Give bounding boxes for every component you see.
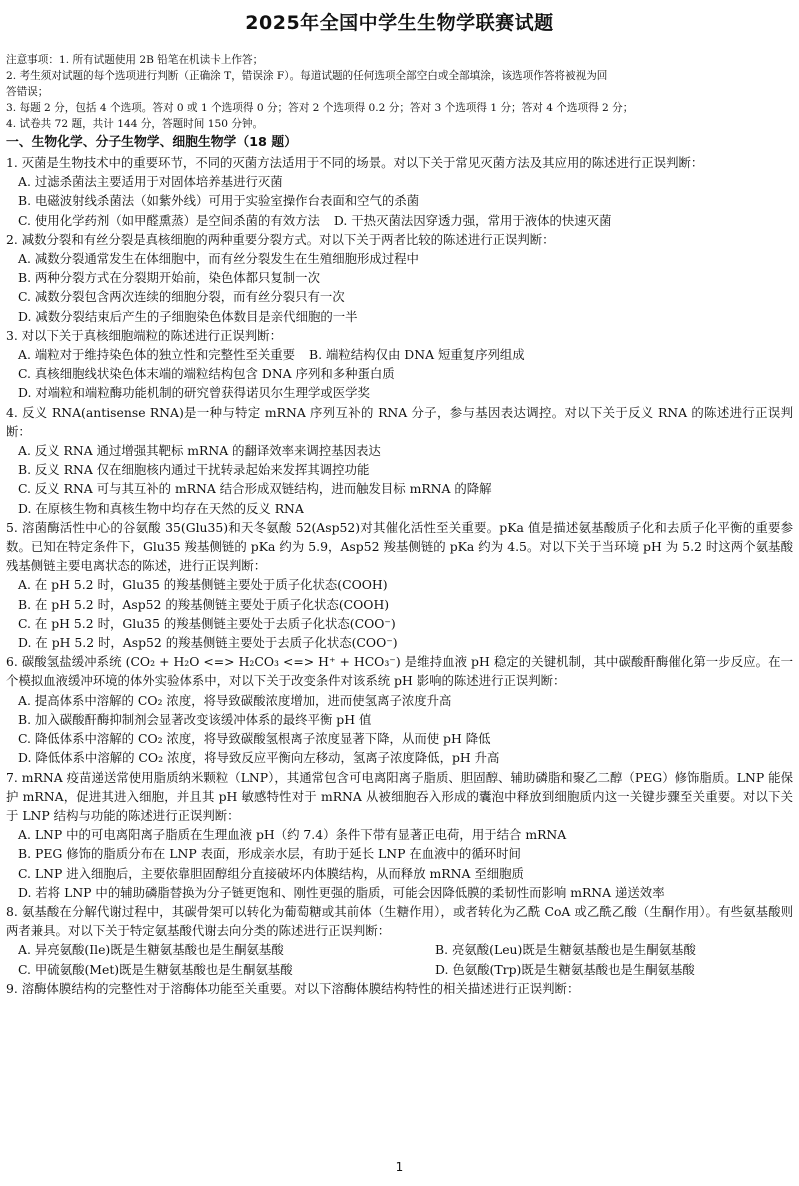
options-ab bbox=[6, 345, 793, 364]
page-title: 2025年全国中学生生物学联赛试题 bbox=[245, 12, 554, 34]
page-number: 1 bbox=[395, 1160, 404, 1174]
question-stem: 7. mRNA 疫苗递送常使用脂质纳米颗粒（LNP），其通常包含可电离阳离子脂质、胆固醇、辅助磷脂和聚乙二醇（PEG）修饰脂质。LNP 能保护 mRNA，促进其进入细胞，并且其 pH 敏感特性对于 mRNA 从被细胞吞入形成的囊泡中释放到细胞质内这一关键步骤至关重要。对以下关于 LNP 结构与功能的陈述进行正误判断： bbox=[6, 769, 793, 823]
question-stem: 6. 碳酸氢盐缓冲系统 (CO₂ + H₂O <=> H₂CO₃ <=> H⁺ + HCO₃⁻) 是维持血液 pH 稳定的关键机制，其中碳酸酐酶催化第一步反应。在一个模拟血液缓冲环境的体外实验体系中，对以下关于改变条件对该系统 pH 影响的陈述进行正误判断： bbox=[6, 654, 793, 689]
question-4 bbox=[6, 403, 793, 518]
instruction-line: 4. 试卷共 72 题，共计 144 分，答题时间 150 分钟。 bbox=[6, 118, 264, 130]
question-stem: 8. 氨基酸在分解代谢过程中，其碳骨架可以转化为葡萄糖或其前体（生糖作用），或者转化为乙酰 CoA 或乙酰乙酸（生酮作用）。有些氨基酸则两者兼具。对以下关于特定氨基酸代谢去向分类的陈述进行正误判断： bbox=[6, 903, 793, 939]
question-6 bbox=[6, 652, 793, 767]
options-cd bbox=[6, 211, 793, 230]
option-c: C. 真核细胞线状染色体末端的端粒结构包含 DNA 序列和多种蛋白质 bbox=[18, 366, 395, 382]
option-a: A. 端粒对于维持染色体的独立性和完整性至关重要 bbox=[18, 347, 296, 363]
question-3 bbox=[6, 326, 793, 403]
question-stem: 3. 对以下关于真核细胞端粒的陈述进行正误判断： bbox=[6, 327, 282, 343]
question-stem: 2. 减数分裂和有丝分裂是真核细胞的两种重要分裂方式。对以下关于两者比较的陈述进行正误判断： bbox=[6, 231, 555, 247]
question-stem: 9. 溶酶体膜结构的完整性对于溶酶体功能至关重要。对以下溶酶体膜结构特性的相关描述进行正误判断： bbox=[6, 980, 580, 996]
option-b: B. 在 pH 5.2 时，Asp52 的羧基侧链主要处于质子化状态(COOH) bbox=[18, 596, 390, 612]
option-b: B. 端粒结构仅由 DNA 短重复序列组成 bbox=[309, 347, 525, 363]
option-c: C. LNP 进入细胞后，主要依靠胆固醇组分直接破坏内体膜结构，从而释放 mRNA 至细胞质 bbox=[18, 865, 524, 881]
option-a: A. 异亮氨酸(Ile)既是生糖氨基酸也是生酮氨基酸 bbox=[18, 942, 284, 958]
option-d: D. 色氨酸(Trp)既是生糖氨基酸也是生酮氨基酸 bbox=[435, 961, 695, 977]
option-b: B. 亮氨酸(Leu)既是生糖氨基酸也是生酮氨基酸 bbox=[435, 942, 696, 958]
option-c: C. 使用化学药剂（如甲醛熏蒸）是空间杀菌的有效方法 bbox=[18, 212, 320, 228]
option-c: C. 反义 RNA 可与其互补的 mRNA 结合形成双链结构，进而触发目标 mRNA 的降解 bbox=[18, 481, 492, 497]
option-a: A. 在 pH 5.2 时，Glu35 的羧基侧链主要处于质子化状态(COOH) bbox=[18, 577, 388, 593]
option-a: A. 提高体系中溶解的 CO₂ 浓度，将导致碳酸浓度增加，进而使氢离子浓度升高 bbox=[18, 692, 452, 708]
question-stem: 5. 溶菌酶活性中心的谷氨酸 35(Glu35)和天冬氨酸 52(Asp52)对其催化活性至关重要。pKa 值是描述氨基酸质子化和去质子化平衡的重要参数。已知在特定条件下，Glu35 羧基侧链的 pKa 约为 5.9，Asp52 羧基侧链的 pKa 约为 4.5。对以下关于当环境 pH 为 5.2 时这两个氨基酸残基侧链主要电离状态的陈述，进行正误判断： bbox=[6, 519, 793, 574]
option-d: D. 在原核生物和真核生物中均存在天然的反义 RNA bbox=[18, 500, 304, 516]
option-b: B. 两种分裂方式在分裂期开始前，染色体都只复制一次 bbox=[18, 270, 320, 286]
options-cd bbox=[6, 960, 793, 979]
option-d: D. 对端粒和端粒酶功能机制的研究曾获得诺贝尔生理学或医学奖 bbox=[18, 385, 370, 401]
option-d: D. 若将 LNP 中的辅助磷脂替换为分子链更饱和、刚性更强的脂质，可能会因降低膜的柔韧性而影响 mRNA 递送效率 bbox=[18, 884, 665, 900]
question-5 bbox=[6, 518, 793, 652]
option-c: C. 减数分裂包含两次连续的细胞分裂，而有丝分裂只有一次 bbox=[18, 289, 345, 305]
option-c: C. 在 pH 5.2 时，Glu35 的羧基侧链主要处于去质子化状态(COO⁻) bbox=[18, 615, 396, 631]
question-8 bbox=[6, 902, 793, 979]
question-stem: 1. 灭菌是生物技术中的重要环节，不同的灭菌方法适用于不同的场景。对以下关于常见灭菌方法及其应用的陈述进行正误判断： bbox=[6, 155, 704, 170]
question-1 bbox=[6, 153, 793, 230]
question-7 bbox=[6, 768, 793, 902]
option-d: D. 减数分裂结束后产生的子细胞染色体数目是亲代细胞的一半 bbox=[18, 308, 358, 324]
option-a: A. 过滤杀菌法主要适用于对固体培养基进行灭菌 bbox=[18, 174, 283, 190]
option-b: B. 电磁波射线杀菌法（如紫外线）可用于实验室操作台表面和空气的杀菌 bbox=[18, 193, 420, 209]
instruction-line: 注意事项：1. 所有试题使用 2B 铅笔在机读卡上作答； bbox=[6, 54, 264, 66]
option-b: B. 加入碳酸酐酶抑制剂会显著改变该缓冲体系的最终平衡 pH 值 bbox=[18, 711, 372, 727]
instruction-line: 3. 每题 2 分，包括 4 个选项。答对 0 或 1 个选项得 0 分；答对 2 个选项得 0.2 分；答对 3 个选项得 1 分；答对 4 个选项得 2 分； bbox=[6, 102, 634, 114]
options-ab bbox=[6, 940, 793, 959]
instructions bbox=[6, 52, 793, 132]
option-b: B. PEG 修饰的脂质分布在 LNP 表面，形成亲水层，有助于延长 LNP 在血液中的循环时间 bbox=[18, 846, 521, 862]
option-a: A. 减数分裂通常发生在体细胞中，而有丝分裂发生在生殖细胞形成过程中 bbox=[18, 251, 419, 267]
instruction-line: 答错误； bbox=[6, 86, 49, 98]
section-heading: 一、生物化学、分子生物学、细胞生物学（18 题） bbox=[6, 135, 297, 150]
option-d: D. 在 pH 5.2 时，Asp52 的羧基侧链主要处于去质子化状态(COO⁻) bbox=[18, 635, 398, 651]
instruction-line: 2. 考生须对试题的每个选项进行判断（正确涂 T，错误涂 F）。每道试题的任何选项全部空白或全部填涂，该选项作答将被视为回 bbox=[6, 70, 608, 82]
option-d: D. 干热灭菌法因穿透力强，常用于液体的快速灭菌 bbox=[333, 212, 612, 228]
question-2 bbox=[6, 230, 793, 326]
option-d: D. 降低体系中溶解的 CO₂ 浓度，将导致反应平衡向左移动，氢离子浓度降低，pH 升高 bbox=[18, 750, 500, 766]
option-c: C. 甲硫氨酸(Met)既是生糖氨基酸也是生酮氨基酸 bbox=[18, 961, 293, 977]
option-c: C. 降低体系中溶解的 CO₂ 浓度，将导致碳酸氢根离子浓度显著下降，从而使 pH 降低 bbox=[18, 731, 491, 747]
option-b: B. 反义 RNA 仅在细胞核内通过干扰转录起始来发挥其调控功能 bbox=[18, 462, 370, 478]
option-a: A. 反义 RNA 通过增强其靶标 mRNA 的翻译效率来调控基因表达 bbox=[18, 443, 381, 459]
question-9 bbox=[6, 979, 793, 998]
question-stem: 4. 反义 RNA(antisense RNA)是一种与特定 mRNA 序列互补的 RNA 分子，参与基因表达调控。对以下关于反义 RNA 的陈述进行正误判断： bbox=[6, 404, 793, 439]
option-a: A. LNP 中的可电离阳离子脂质在生理血液 pH（约 7.4）条件下带有显著正电荷，用于结合 mRNA bbox=[18, 827, 567, 843]
